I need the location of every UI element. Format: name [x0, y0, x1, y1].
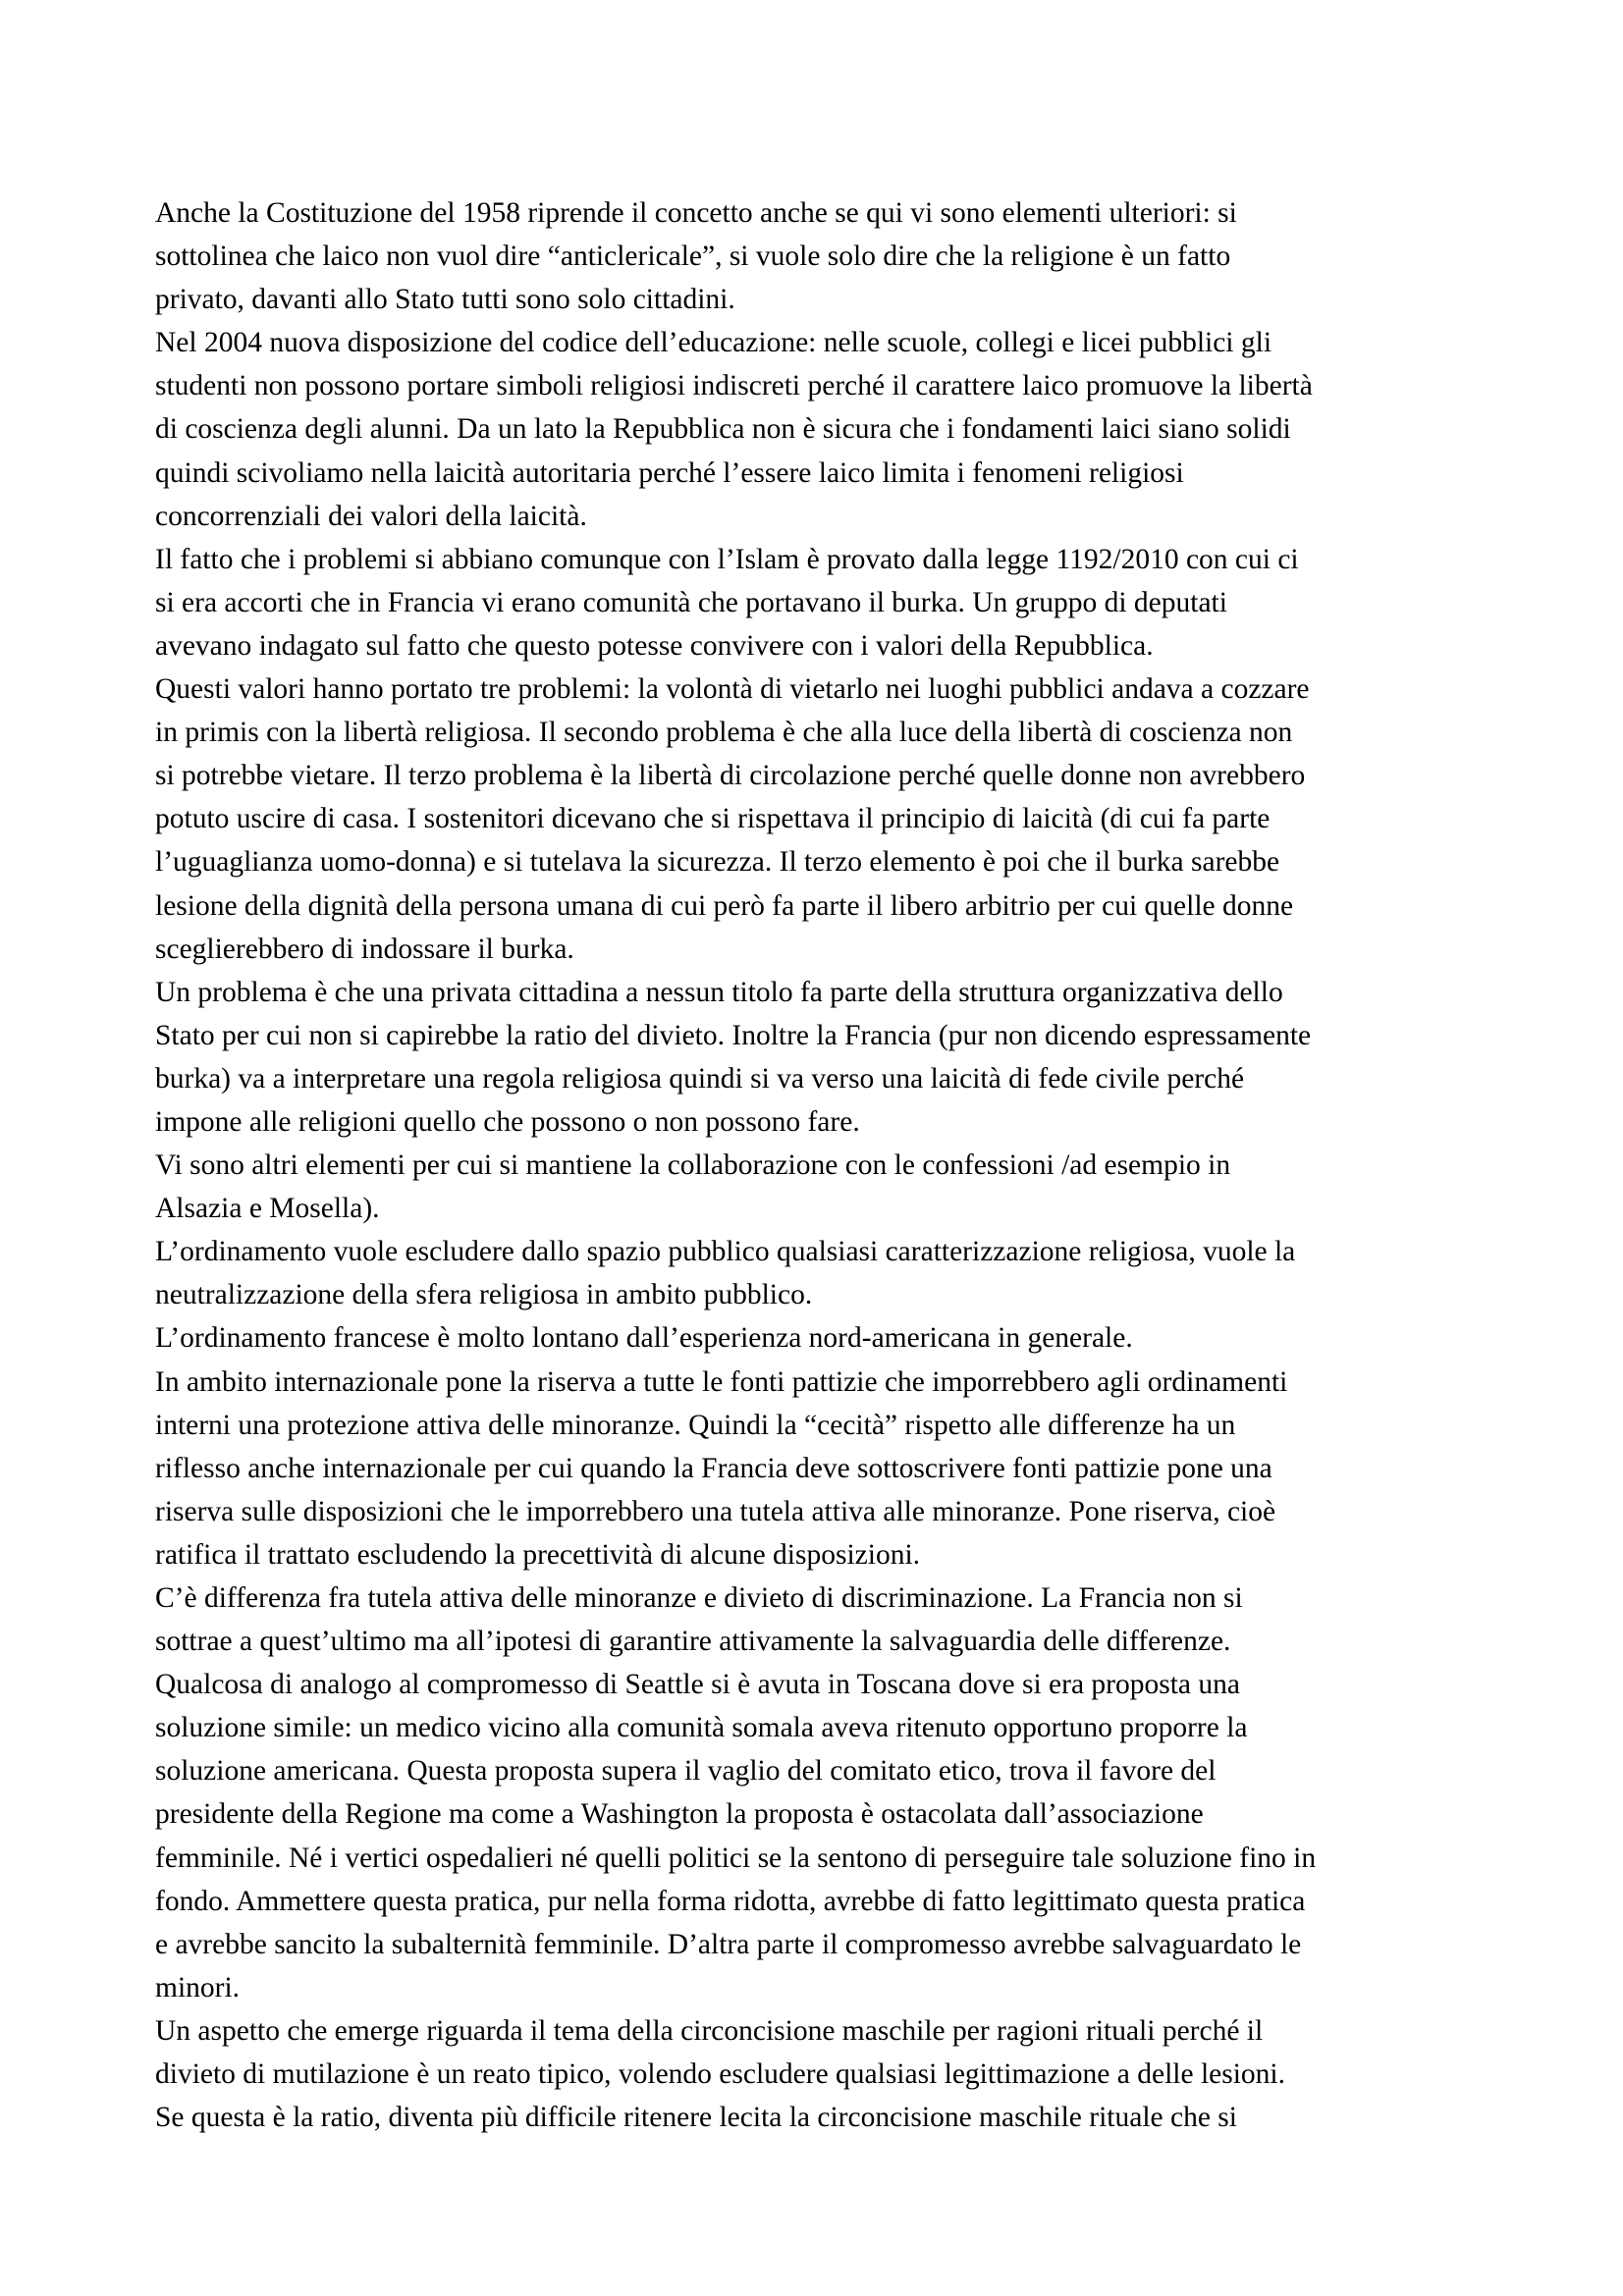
text-line: Se questa è la ratio, diventa più difficile ritenere lecita la circoncisione maschile rituale che si — [155, 2102, 1237, 2134]
text-line: sottrae a quest’ultimo ma all’ipotesi di garantire attivamente la salvaguardia delle differenze. — [155, 1626, 1231, 1658]
text-line: si era accorti che in Francia vi erano comunità che portavano il burka. Un gruppo di deputati — [155, 586, 1227, 618]
text-line: avevano indagato sul fatto che questo potesse convivere con i valori della Repubblica. — [155, 629, 1154, 662]
text-line: Il fatto che i problemi si abbiano comunque con l’Islam è provato dalla legge 1192/2010 con cui ci — [155, 543, 1299, 575]
text-line: riserva sulle disposizioni che le imporrebbero una tutela attiva alle minoranze. Pone riserva, cioè — [155, 1495, 1276, 1527]
text-line: soluzione americana. Questa proposta supera il vaglio del comitato etico, trova il favore del — [155, 1755, 1217, 1788]
text-line: soluzione simile: un medico vicino alla comunità somala aveva ritenuto opportuno proporre la — [155, 1712, 1248, 1744]
text-line: si potrebbe vietare. Il terzo problema è la libertà di circolazione perché quelle donne non avrebbero — [155, 760, 1306, 792]
text-line: Questi valori hanno portato tre problemi: la volontà di vietarlo nei luoghi pubblici andava a cozzare — [155, 673, 1310, 706]
text-line: Qualcosa di analogo al compromesso di Seattle si è avuta in Toscana dove si era proposta una — [155, 1669, 1240, 1701]
document-body — [155, 191, 1481, 2139]
text-line: femminile. Né i vertici ospedalieri né quelli politici se la sentono di perseguire tale soluzione fino in — [155, 1842, 1317, 1874]
text-line: studenti non possono portare simboli religiosi indiscreti perché il carattere laico promuove la libertà — [155, 370, 1313, 402]
text-line: in primis con la libertà religiosa. Il secondo problema è che alla luce della libertà di coscienza non — [155, 717, 1293, 749]
text-line: Un aspetto che emerge riguarda il tema della circoncisione maschile per ragioni rituali perché il — [155, 2014, 1264, 2047]
text-line: fondo. Ammettere questa pratica, pur nella forma ridotta, avrebbe di fatto legittimato questa pratica — [155, 1885, 1306, 1917]
text-line: presidente della Regione ma come a Washington la proposta è ostacolata dall’associazione — [155, 1798, 1204, 1831]
text-line: C’è differenza fra tutela attiva delle minoranze e divieto di discriminazione. La Francia non si — [155, 1582, 1243, 1614]
text-line: ratifica il trattato escludendo la precettività di alcune disposizioni. — [155, 1538, 921, 1571]
text-line: quindi scivoliamo nella laicità autoritaria perché l’essere laico limita i fenomeni religiosi — [155, 456, 1184, 489]
text-line: sceglierebbero di indossare il burka. — [155, 933, 574, 965]
text-line: potuto uscire di casa. I sostenitori dicevano che si rispettava il principio di laicità (di cui fa parte — [155, 803, 1271, 835]
text-line: interni una protezione attiva delle minoranze. Quindi la “cecità” rispetto alle differenze ha un — [155, 1409, 1236, 1441]
text-line: Un problema è che una privata cittadina a nessun titolo fa parte della struttura organizzativa dello — [155, 976, 1283, 1008]
text-line: burka) va a interpretare una regola religiosa quindi si va verso una laicità di fede civile perché — [155, 1062, 1245, 1095]
text-line: In ambito internazionale pone la riserva a tutte le fonti pattizie che imporrebbero agli ordinamenti — [155, 1365, 1288, 1398]
text-line: Nel 2004 nuova disposizione del codice dell’educazione: nelle scuole, collegi e licei pubblici gli — [155, 327, 1272, 359]
text-line: di coscienza degli alunni. Da un lato la Repubblica non è sicura che i fondamenti laici siano solidi — [155, 413, 1291, 446]
text-line: Stato per cui non si capirebbe la ratio del divieto. Inoltre la Francia (pur non dicendo espressamente — [155, 1019, 1312, 1051]
text-line: sottolinea che laico non vuol dire “anticlericale”, si vuole solo dire che la religione è un fatto — [155, 240, 1231, 273]
text-line: e avrebbe sancito la subalternità femminile. D’altra parte il compromesso avrebbe salvaguardato le — [155, 1928, 1302, 1960]
text-line: neutralizzazione della sfera religiosa in ambito pubblico. — [155, 1279, 813, 1311]
text-line: Alsazia e Mosella). — [155, 1193, 380, 1225]
text-line: riflesso anche internazionale per cui quando la Francia deve sottoscrivere fonti pattizie pone una — [155, 1452, 1272, 1484]
text-line: divieto di mutilazione è un reato tipico, volendo escludere qualsiasi legittimazione a delle lesioni. — [155, 2058, 1285, 2091]
text-line: L’ordinamento francese è molto lontano dall’esperienza nord-americana in generale. — [155, 1322, 1133, 1355]
text-line: impone alle religioni quello che possono o non possono fare. — [155, 1105, 860, 1138]
text-line: minori. — [155, 1971, 241, 2003]
text-line: l’uguaglianza uomo-donna) e si tutelava la sicurezza. Il terzo elemento è poi che il burka sarebbe — [155, 846, 1280, 879]
text-line: privato, davanti allo Stato tutti sono solo cittadini. — [155, 284, 735, 316]
text-line: concorrenziali dei valori della laicità. — [155, 500, 587, 532]
text-line: Anche la Costituzione del 1958 riprende il concetto anche se qui vi sono elementi ulteriori: si — [155, 197, 1237, 229]
text-line: Vi sono altri elementi per cui si mantiene la collaborazione con le confessioni /ad esempio in — [155, 1149, 1231, 1182]
text-line: L’ordinamento vuole escludere dallo spazio pubblico qualsiasi caratterizzazione religiosa, vuole la — [155, 1236, 1296, 1268]
text-line: lesione della dignità della persona umana di cui però fa parte il libero arbitrio per cui quelle donne — [155, 889, 1294, 922]
